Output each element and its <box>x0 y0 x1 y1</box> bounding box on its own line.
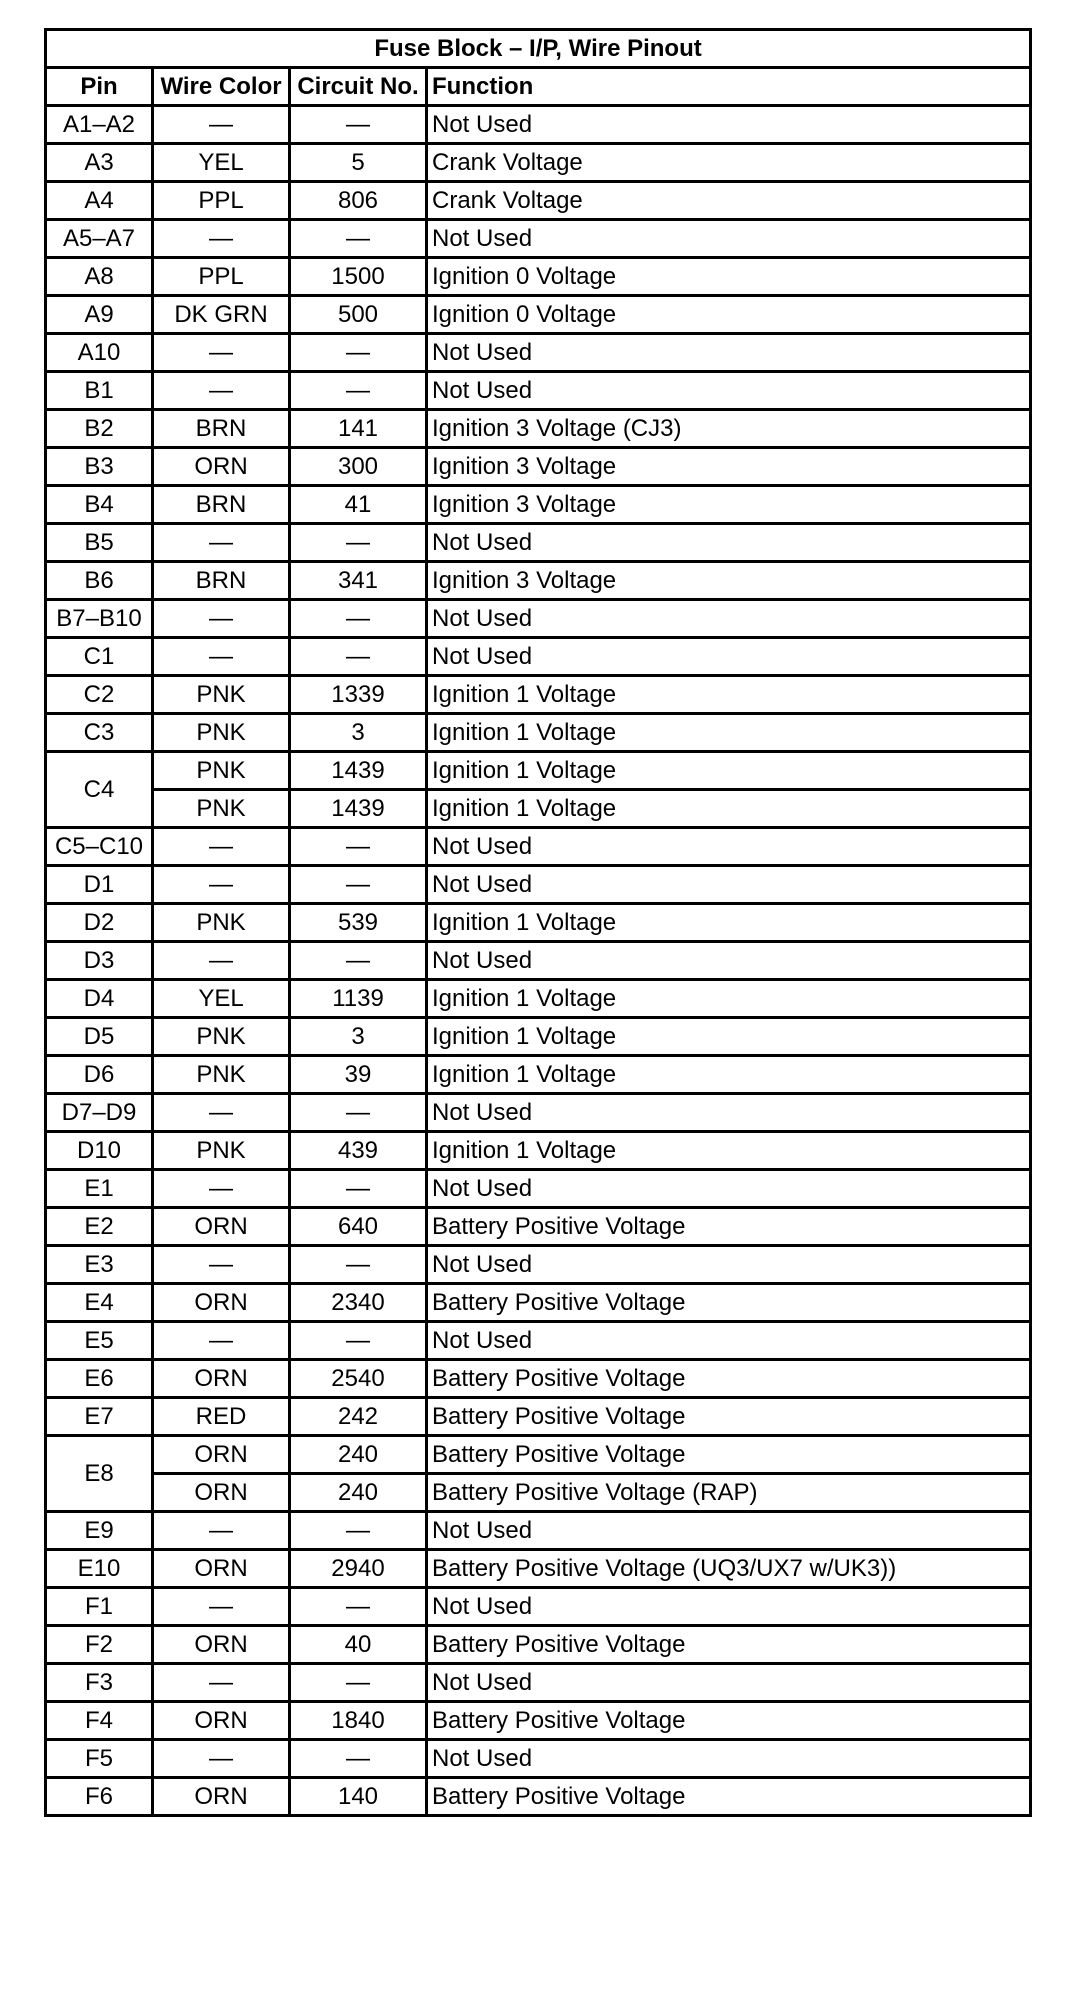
wire-color-cell: ORN <box>153 1550 290 1588</box>
wire-color-cell: BRN <box>153 486 290 524</box>
wire-color-cell: PNK <box>153 714 290 752</box>
circuit-no-cell: — <box>290 524 427 562</box>
wire-color-cell: — <box>153 372 290 410</box>
pin-cell: B2 <box>46 410 153 448</box>
wire-color-cell: PPL <box>153 258 290 296</box>
circuit-no-cell: — <box>290 638 427 676</box>
wire-color-cell: — <box>153 220 290 258</box>
circuit-no-cell: 439 <box>290 1132 427 1170</box>
pin-cell: A8 <box>46 258 153 296</box>
table-row <box>46 334 1031 372</box>
circuit-no-cell: 1840 <box>290 1702 427 1740</box>
pin-cell: F2 <box>46 1626 153 1664</box>
pin-cell: D2 <box>46 904 153 942</box>
wire-color-cell: — <box>153 334 290 372</box>
function-cell: Not Used <box>427 1740 1031 1778</box>
circuit-no-cell: 2540 <box>290 1360 427 1398</box>
pin-cell: A9 <box>46 296 153 334</box>
table-row <box>46 752 1031 790</box>
wire-color-cell: PPL <box>153 182 290 220</box>
function-cell: Ignition 3 Voltage <box>427 562 1031 600</box>
table-row <box>46 486 1031 524</box>
pin-cell: D1 <box>46 866 153 904</box>
function-cell: Battery Positive Voltage <box>427 1398 1031 1436</box>
circuit-no-cell: 2340 <box>290 1284 427 1322</box>
circuit-no-cell: 1139 <box>290 980 427 1018</box>
pin-cell: A3 <box>46 144 153 182</box>
function-cell: Ignition 1 Voltage <box>427 676 1031 714</box>
pin-cell: B4 <box>46 486 153 524</box>
wire-color-cell: BRN <box>153 410 290 448</box>
table-row <box>46 1170 1031 1208</box>
wire-color-cell: — <box>153 106 290 144</box>
circuit-no-cell: — <box>290 1740 427 1778</box>
table-row <box>46 258 1031 296</box>
column-header-function: Function <box>427 68 1031 106</box>
pin-cell: E9 <box>46 1512 153 1550</box>
wire-color-cell: DK GRN <box>153 296 290 334</box>
table-row <box>46 372 1031 410</box>
pin-cell: C2 <box>46 676 153 714</box>
wire-color-cell: — <box>153 638 290 676</box>
table-row <box>46 714 1031 752</box>
pin-cell: B7–B10 <box>46 600 153 638</box>
function-cell: Not Used <box>427 1246 1031 1284</box>
table-row <box>46 904 1031 942</box>
circuit-no-cell: 5 <box>290 144 427 182</box>
function-cell: Not Used <box>427 638 1031 676</box>
pin-cell: C4 <box>46 752 153 828</box>
wire-color-cell: ORN <box>153 1778 290 1816</box>
wire-color-cell: ORN <box>153 1436 290 1474</box>
wire-color-cell: ORN <box>153 1284 290 1322</box>
circuit-no-cell: 240 <box>290 1436 427 1474</box>
circuit-no-cell: 1500 <box>290 258 427 296</box>
column-header-circuit-no: Circuit No. <box>290 68 427 106</box>
circuit-no-cell: — <box>290 600 427 638</box>
wire-color-cell: — <box>153 524 290 562</box>
function-cell: Not Used <box>427 600 1031 638</box>
circuit-no-cell: — <box>290 1170 427 1208</box>
circuit-no-cell: 240 <box>290 1474 427 1512</box>
pin-cell: E10 <box>46 1550 153 1588</box>
column-header-pin: Pin <box>46 68 153 106</box>
table-row <box>46 1588 1031 1626</box>
function-cell: Ignition 0 Voltage <box>427 296 1031 334</box>
circuit-no-cell: 141 <box>290 410 427 448</box>
table-row <box>46 1018 1031 1056</box>
wire-color-cell: — <box>153 1246 290 1284</box>
pin-cell: E3 <box>46 1246 153 1284</box>
function-cell: Ignition 1 Voltage <box>427 1132 1031 1170</box>
pin-cell: E4 <box>46 1284 153 1322</box>
wire-color-cell: PNK <box>153 676 290 714</box>
circuit-no-cell: — <box>290 106 427 144</box>
pin-cell: B3 <box>46 448 153 486</box>
function-cell: Battery Positive Voltage <box>427 1626 1031 1664</box>
table-row <box>46 1056 1031 1094</box>
pinout-table <box>44 28 1032 1817</box>
wire-color-cell: — <box>153 1664 290 1702</box>
circuit-no-cell: 2940 <box>290 1550 427 1588</box>
table-row <box>46 1778 1031 1816</box>
wire-color-cell: PNK <box>153 790 290 828</box>
table-row <box>46 1322 1031 1360</box>
function-cell: Battery Positive Voltage <box>427 1436 1031 1474</box>
wire-color-cell: — <box>153 1588 290 1626</box>
table-row <box>46 1284 1031 1322</box>
header-row <box>46 68 1031 106</box>
function-cell: Not Used <box>427 1512 1031 1550</box>
circuit-no-cell: 300 <box>290 448 427 486</box>
function-cell: Battery Positive Voltage <box>427 1778 1031 1816</box>
function-cell: Not Used <box>427 334 1031 372</box>
function-cell: Ignition 3 Voltage (CJ3) <box>427 410 1031 448</box>
wire-color-cell: PNK <box>153 1056 290 1094</box>
circuit-no-cell: — <box>290 1664 427 1702</box>
table-row <box>46 1664 1031 1702</box>
function-cell: Not Used <box>427 1664 1031 1702</box>
table-row <box>46 1702 1031 1740</box>
circuit-no-cell: — <box>290 220 427 258</box>
wire-color-cell: — <box>153 1170 290 1208</box>
function-cell: Ignition 1 Voltage <box>427 1018 1031 1056</box>
table-row <box>46 1436 1031 1474</box>
function-cell: Not Used <box>427 1322 1031 1360</box>
wire-color-cell: PNK <box>153 904 290 942</box>
circuit-no-cell: 41 <box>290 486 427 524</box>
function-cell: Ignition 1 Voltage <box>427 714 1031 752</box>
function-cell: Battery Positive Voltage <box>427 1208 1031 1246</box>
wire-color-cell: — <box>153 1740 290 1778</box>
circuit-no-cell: — <box>290 1512 427 1550</box>
table-row <box>46 676 1031 714</box>
table-row <box>46 1398 1031 1436</box>
circuit-no-cell: 40 <box>290 1626 427 1664</box>
function-cell: Crank Voltage <box>427 144 1031 182</box>
circuit-no-cell: 806 <box>290 182 427 220</box>
circuit-no-cell: 1339 <box>290 676 427 714</box>
table-row <box>46 1474 1031 1512</box>
pin-cell: A4 <box>46 182 153 220</box>
table-row <box>46 1740 1031 1778</box>
table-row <box>46 638 1031 676</box>
pin-cell: D3 <box>46 942 153 980</box>
circuit-no-cell: 242 <box>290 1398 427 1436</box>
pin-cell: F3 <box>46 1664 153 1702</box>
wire-color-cell: — <box>153 1322 290 1360</box>
pin-cell: D10 <box>46 1132 153 1170</box>
pin-cell: B5 <box>46 524 153 562</box>
wire-color-cell: ORN <box>153 1702 290 1740</box>
table-row <box>46 106 1031 144</box>
function-cell: Ignition 1 Voltage <box>427 904 1031 942</box>
function-cell: Crank Voltage <box>427 182 1031 220</box>
pin-cell: E7 <box>46 1398 153 1436</box>
circuit-no-cell: — <box>290 1246 427 1284</box>
table-row <box>46 1208 1031 1246</box>
circuit-no-cell: — <box>290 1588 427 1626</box>
table-row <box>46 1132 1031 1170</box>
table-row <box>46 1246 1031 1284</box>
table-row <box>46 296 1031 334</box>
wire-color-cell: YEL <box>153 144 290 182</box>
pin-cell: E2 <box>46 1208 153 1246</box>
table-title: Fuse Block – I/P, Wire Pinout <box>46 30 1031 68</box>
table-row <box>46 1360 1031 1398</box>
table-row <box>46 144 1031 182</box>
pin-cell: F1 <box>46 1588 153 1626</box>
table-row <box>46 1626 1031 1664</box>
wire-color-cell: ORN <box>153 1208 290 1246</box>
table-row <box>46 182 1031 220</box>
circuit-no-cell: 3 <box>290 1018 427 1056</box>
circuit-no-cell: — <box>290 828 427 866</box>
title-row <box>46 30 1031 68</box>
wire-color-cell: — <box>153 1512 290 1550</box>
pin-cell: D5 <box>46 1018 153 1056</box>
table-row <box>46 790 1031 828</box>
table-row <box>46 1550 1031 1588</box>
circuit-no-cell: — <box>290 1322 427 1360</box>
wire-color-cell: ORN <box>153 1626 290 1664</box>
table-row <box>46 942 1031 980</box>
wire-color-cell: — <box>153 1094 290 1132</box>
pin-cell: F4 <box>46 1702 153 1740</box>
pin-cell: D6 <box>46 1056 153 1094</box>
function-cell: Ignition 3 Voltage <box>427 448 1031 486</box>
pin-cell: F6 <box>46 1778 153 1816</box>
pin-cell: E8 <box>46 1436 153 1512</box>
circuit-no-cell: — <box>290 1094 427 1132</box>
pin-cell: D7–D9 <box>46 1094 153 1132</box>
table-row <box>46 866 1031 904</box>
function-cell: Ignition 1 Voltage <box>427 752 1031 790</box>
circuit-no-cell: 1439 <box>290 752 427 790</box>
function-cell: Ignition 0 Voltage <box>427 258 1031 296</box>
function-cell: Ignition 1 Voltage <box>427 1056 1031 1094</box>
pin-cell: C3 <box>46 714 153 752</box>
function-cell: Not Used <box>427 220 1031 258</box>
pin-cell: A10 <box>46 334 153 372</box>
function-cell: Battery Positive Voltage (RAP) <box>427 1474 1031 1512</box>
function-cell: Not Used <box>427 828 1031 866</box>
function-cell: Battery Positive Voltage (UQ3/UX7 w/UK3)) <box>427 1550 1031 1588</box>
table-row <box>46 220 1031 258</box>
table-row <box>46 524 1031 562</box>
column-header-wire-color: Wire Color <box>153 68 290 106</box>
pin-cell: E6 <box>46 1360 153 1398</box>
wire-color-cell: YEL <box>153 980 290 1018</box>
circuit-no-cell: 640 <box>290 1208 427 1246</box>
table-row <box>46 410 1031 448</box>
table-row <box>46 980 1031 1018</box>
function-cell: Not Used <box>427 524 1031 562</box>
circuit-no-cell: — <box>290 334 427 372</box>
table-row <box>46 600 1031 638</box>
pin-cell: A5–A7 <box>46 220 153 258</box>
circuit-no-cell: — <box>290 372 427 410</box>
circuit-no-cell: 140 <box>290 1778 427 1816</box>
circuit-no-cell: — <box>290 942 427 980</box>
function-cell: Not Used <box>427 866 1031 904</box>
pin-cell: D4 <box>46 980 153 1018</box>
function-cell: Ignition 1 Voltage <box>427 790 1031 828</box>
wire-color-cell: BRN <box>153 562 290 600</box>
function-cell: Battery Positive Voltage <box>427 1702 1031 1740</box>
function-cell: Ignition 1 Voltage <box>427 980 1031 1018</box>
circuit-no-cell: 539 <box>290 904 427 942</box>
pin-cell: A1–A2 <box>46 106 153 144</box>
table-row <box>46 1094 1031 1132</box>
function-cell: Battery Positive Voltage <box>427 1284 1031 1322</box>
pin-cell: B6 <box>46 562 153 600</box>
wire-color-cell: PNK <box>153 752 290 790</box>
pin-cell: F5 <box>46 1740 153 1778</box>
circuit-no-cell: 341 <box>290 562 427 600</box>
pin-cell: B1 <box>46 372 153 410</box>
function-cell: Not Used <box>427 1588 1031 1626</box>
circuit-no-cell: 500 <box>290 296 427 334</box>
function-cell: Battery Positive Voltage <box>427 1360 1031 1398</box>
wire-color-cell: PNK <box>153 1018 290 1056</box>
wire-color-cell: ORN <box>153 1360 290 1398</box>
wire-color-cell: — <box>153 600 290 638</box>
wire-color-cell: ORN <box>153 448 290 486</box>
pin-cell: E5 <box>46 1322 153 1360</box>
pin-cell: E1 <box>46 1170 153 1208</box>
function-cell: Not Used <box>427 942 1031 980</box>
circuit-no-cell: 3 <box>290 714 427 752</box>
function-cell: Not Used <box>427 372 1031 410</box>
wire-color-cell: ORN <box>153 1474 290 1512</box>
circuit-no-cell: 39 <box>290 1056 427 1094</box>
table-row <box>46 1512 1031 1550</box>
function-cell: Ignition 3 Voltage <box>427 486 1031 524</box>
pinout-body <box>46 106 1031 1816</box>
table-row <box>46 828 1031 866</box>
table-row <box>46 562 1031 600</box>
wire-color-cell: — <box>153 942 290 980</box>
wire-color-cell: — <box>153 866 290 904</box>
circuit-no-cell: 1439 <box>290 790 427 828</box>
wire-color-cell: PNK <box>153 1132 290 1170</box>
pin-cell: C5–C10 <box>46 828 153 866</box>
circuit-no-cell: — <box>290 866 427 904</box>
pin-cell: C1 <box>46 638 153 676</box>
table-row <box>46 448 1031 486</box>
wire-color-cell: RED <box>153 1398 290 1436</box>
function-cell: Not Used <box>427 106 1031 144</box>
function-cell: Not Used <box>427 1094 1031 1132</box>
wire-color-cell: — <box>153 828 290 866</box>
function-cell: Not Used <box>427 1170 1031 1208</box>
